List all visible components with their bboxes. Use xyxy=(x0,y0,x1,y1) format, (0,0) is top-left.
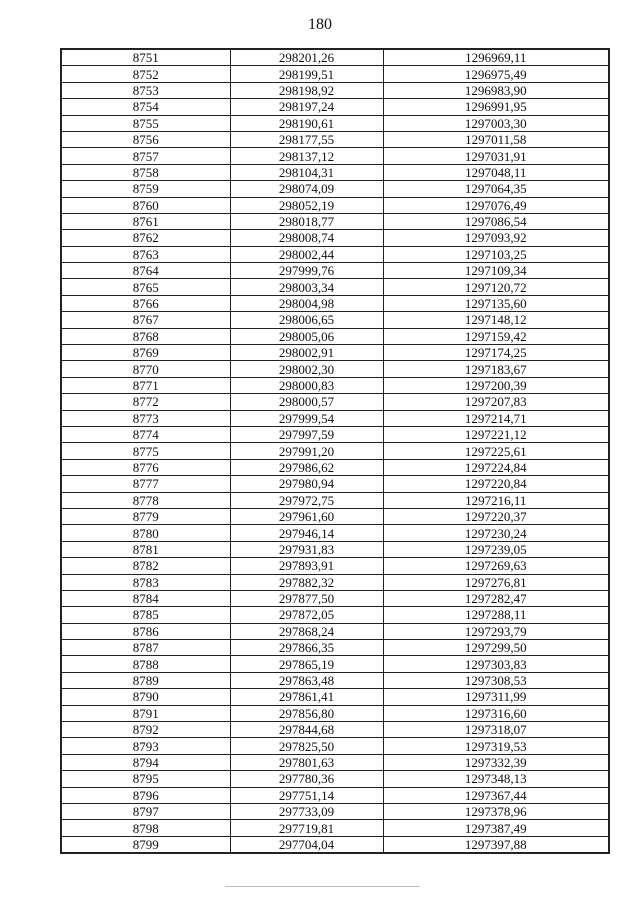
point-number-cell: 8764 xyxy=(61,263,230,279)
x-coordinate-cell: 298002,91 xyxy=(230,345,383,361)
x-coordinate-cell: 298190,61 xyxy=(230,115,383,131)
y-coordinate-cell: 1297216,11 xyxy=(383,492,609,508)
y-coordinate-cell: 1296991,95 xyxy=(383,99,609,115)
y-coordinate-cell: 1297293,79 xyxy=(383,623,609,639)
point-number-cell: 8783 xyxy=(61,574,230,590)
point-number-cell: 8762 xyxy=(61,230,230,246)
point-number-cell: 8785 xyxy=(61,607,230,623)
point-number-cell: 8787 xyxy=(61,640,230,656)
point-number-cell: 8779 xyxy=(61,508,230,524)
footer-divider xyxy=(225,886,420,887)
table-row xyxy=(61,705,609,721)
y-coordinate-cell: 1297230,24 xyxy=(383,525,609,541)
x-coordinate-cell: 298177,55 xyxy=(230,131,383,147)
point-number-cell: 8772 xyxy=(61,394,230,410)
table-row xyxy=(61,492,609,508)
table-row xyxy=(61,787,609,803)
y-coordinate-cell: 1297109,34 xyxy=(383,263,609,279)
x-coordinate-cell: 297863,48 xyxy=(230,672,383,688)
table-row xyxy=(61,722,609,738)
x-coordinate-cell: 297751,14 xyxy=(230,787,383,803)
x-coordinate-cell: 298000,57 xyxy=(230,394,383,410)
y-coordinate-cell: 1297120,72 xyxy=(383,279,609,295)
x-coordinate-cell: 297999,76 xyxy=(230,263,383,279)
x-coordinate-cell: 298201,26 xyxy=(230,49,383,66)
y-coordinate-cell: 1296975,49 xyxy=(383,66,609,82)
point-number-cell: 8760 xyxy=(61,197,230,213)
y-coordinate-cell: 1297148,12 xyxy=(383,312,609,328)
y-coordinate-cell: 1297159,42 xyxy=(383,328,609,344)
x-coordinate-cell: 297999,54 xyxy=(230,410,383,426)
point-number-cell: 8776 xyxy=(61,459,230,475)
x-coordinate-cell: 297865,19 xyxy=(230,656,383,672)
y-coordinate-cell: 1297367,44 xyxy=(383,787,609,803)
x-coordinate-cell: 298198,92 xyxy=(230,82,383,98)
table-row xyxy=(61,541,609,557)
y-coordinate-cell: 1297220,37 xyxy=(383,508,609,524)
y-coordinate-cell: 1297225,61 xyxy=(383,443,609,459)
point-number-cell: 8781 xyxy=(61,541,230,557)
table-row xyxy=(61,590,609,606)
y-coordinate-cell: 1297348,13 xyxy=(383,771,609,787)
y-coordinate-cell: 1297288,11 xyxy=(383,607,609,623)
coordinates-table-body xyxy=(61,49,609,853)
x-coordinate-cell: 297866,35 xyxy=(230,640,383,656)
y-coordinate-cell: 1297397,88 xyxy=(383,836,609,853)
y-coordinate-cell: 1297332,39 xyxy=(383,754,609,770)
table-row xyxy=(61,443,609,459)
table-row xyxy=(61,197,609,213)
y-coordinate-cell: 1297378,96 xyxy=(383,803,609,819)
y-coordinate-cell: 1297214,71 xyxy=(383,410,609,426)
x-coordinate-cell: 297801,63 xyxy=(230,754,383,770)
table-row xyxy=(61,508,609,524)
x-coordinate-cell: 298003,34 xyxy=(230,279,383,295)
y-coordinate-cell: 1297135,60 xyxy=(383,295,609,311)
x-coordinate-cell: 297980,94 xyxy=(230,476,383,492)
x-coordinate-cell: 298008,74 xyxy=(230,230,383,246)
x-coordinate-cell: 297868,24 xyxy=(230,623,383,639)
table-row xyxy=(61,525,609,541)
table-row xyxy=(61,820,609,836)
y-coordinate-cell: 1297200,39 xyxy=(383,377,609,393)
y-coordinate-cell: 1297303,83 xyxy=(383,656,609,672)
point-number-cell: 8795 xyxy=(61,771,230,787)
x-coordinate-cell: 297877,50 xyxy=(230,590,383,606)
x-coordinate-cell: 298006,65 xyxy=(230,312,383,328)
x-coordinate-cell: 297946,14 xyxy=(230,525,383,541)
y-coordinate-cell: 1297086,54 xyxy=(383,213,609,229)
coordinates-table xyxy=(60,48,610,854)
x-coordinate-cell: 298197,24 xyxy=(230,99,383,115)
table-row xyxy=(61,640,609,656)
y-coordinate-cell: 1297224,84 xyxy=(383,459,609,475)
x-coordinate-cell: 297991,20 xyxy=(230,443,383,459)
y-coordinate-cell: 1297048,11 xyxy=(383,164,609,180)
point-number-cell: 8792 xyxy=(61,722,230,738)
point-number-cell: 8755 xyxy=(61,115,230,131)
table-row xyxy=(61,476,609,492)
point-number-cell: 8791 xyxy=(61,705,230,721)
x-coordinate-cell: 298018,77 xyxy=(230,213,383,229)
x-coordinate-cell: 297825,50 xyxy=(230,738,383,754)
x-coordinate-cell: 298005,06 xyxy=(230,328,383,344)
x-coordinate-cell: 298199,51 xyxy=(230,66,383,82)
table-row xyxy=(61,263,609,279)
point-number-cell: 8797 xyxy=(61,803,230,819)
x-coordinate-cell: 297733,09 xyxy=(230,803,383,819)
point-number-cell: 8784 xyxy=(61,590,230,606)
x-coordinate-cell: 297844,68 xyxy=(230,722,383,738)
table-row xyxy=(61,148,609,164)
table-row xyxy=(61,328,609,344)
table-row xyxy=(61,771,609,787)
x-coordinate-cell: 297872,05 xyxy=(230,607,383,623)
table-row xyxy=(61,213,609,229)
point-number-cell: 8773 xyxy=(61,410,230,426)
table-row xyxy=(61,607,609,623)
y-coordinate-cell: 1297282,47 xyxy=(383,590,609,606)
point-number-cell: 8758 xyxy=(61,164,230,180)
y-coordinate-cell: 1297316,60 xyxy=(383,705,609,721)
x-coordinate-cell: 298104,31 xyxy=(230,164,383,180)
y-coordinate-cell: 1297031,91 xyxy=(383,148,609,164)
point-number-cell: 8778 xyxy=(61,492,230,508)
x-coordinate-cell: 298052,19 xyxy=(230,197,383,213)
x-coordinate-cell: 298074,09 xyxy=(230,181,383,197)
x-coordinate-cell: 298002,30 xyxy=(230,361,383,377)
point-number-cell: 8790 xyxy=(61,689,230,705)
table-row xyxy=(61,164,609,180)
table-row xyxy=(61,754,609,770)
x-coordinate-cell: 297882,32 xyxy=(230,574,383,590)
x-coordinate-cell: 298000,83 xyxy=(230,377,383,393)
table-row xyxy=(61,246,609,262)
y-coordinate-cell: 1297239,05 xyxy=(383,541,609,557)
y-coordinate-cell: 1297093,92 xyxy=(383,230,609,246)
y-coordinate-cell: 1297103,25 xyxy=(383,246,609,262)
table-row xyxy=(61,295,609,311)
x-coordinate-cell: 297986,62 xyxy=(230,459,383,475)
point-number-cell: 8761 xyxy=(61,213,230,229)
table-row xyxy=(61,689,609,705)
point-number-cell: 8757 xyxy=(61,148,230,164)
x-coordinate-cell: 297856,80 xyxy=(230,705,383,721)
point-number-cell: 8768 xyxy=(61,328,230,344)
point-number-cell: 8786 xyxy=(61,623,230,639)
point-number-cell: 8775 xyxy=(61,443,230,459)
x-coordinate-cell: 297719,81 xyxy=(230,820,383,836)
x-coordinate-cell: 298004,98 xyxy=(230,295,383,311)
y-coordinate-cell: 1297011,58 xyxy=(383,131,609,147)
y-coordinate-cell: 1297319,53 xyxy=(383,738,609,754)
y-coordinate-cell: 1297269,63 xyxy=(383,558,609,574)
table-row xyxy=(61,279,609,295)
y-coordinate-cell: 1297183,67 xyxy=(383,361,609,377)
table-row xyxy=(61,672,609,688)
y-coordinate-cell: 1296983,90 xyxy=(383,82,609,98)
table-row xyxy=(61,115,609,131)
x-coordinate-cell: 297704,04 xyxy=(230,836,383,853)
x-coordinate-cell: 297961,60 xyxy=(230,508,383,524)
y-coordinate-cell: 1297308,53 xyxy=(383,672,609,688)
x-coordinate-cell: 297972,75 xyxy=(230,492,383,508)
point-number-cell: 8796 xyxy=(61,787,230,803)
point-number-cell: 8751 xyxy=(61,49,230,66)
table-row xyxy=(61,82,609,98)
y-coordinate-cell: 1297220,84 xyxy=(383,476,609,492)
x-coordinate-cell: 297893,91 xyxy=(230,558,383,574)
point-number-cell: 8769 xyxy=(61,345,230,361)
x-coordinate-cell: 297997,59 xyxy=(230,426,383,442)
y-coordinate-cell: 1297207,83 xyxy=(383,394,609,410)
point-number-cell: 8793 xyxy=(61,738,230,754)
y-coordinate-cell: 1297387,49 xyxy=(383,820,609,836)
table-row xyxy=(61,345,609,361)
point-number-cell: 8763 xyxy=(61,246,230,262)
point-number-cell: 8777 xyxy=(61,476,230,492)
table-row xyxy=(61,574,609,590)
table-row xyxy=(61,312,609,328)
table-row xyxy=(61,49,609,66)
x-coordinate-cell: 297861,41 xyxy=(230,689,383,705)
y-coordinate-cell: 1297076,49 xyxy=(383,197,609,213)
page-number: 180 xyxy=(308,16,332,33)
table-row xyxy=(61,230,609,246)
point-number-cell: 8794 xyxy=(61,754,230,770)
y-coordinate-cell: 1296969,11 xyxy=(383,49,609,66)
x-coordinate-cell: 297931,83 xyxy=(230,541,383,557)
y-coordinate-cell: 1297174,25 xyxy=(383,345,609,361)
x-coordinate-cell: 297780,36 xyxy=(230,771,383,787)
point-number-cell: 8754 xyxy=(61,99,230,115)
table-row xyxy=(61,558,609,574)
y-coordinate-cell: 1297318,07 xyxy=(383,722,609,738)
point-number-cell: 8765 xyxy=(61,279,230,295)
table-row xyxy=(61,426,609,442)
table-row xyxy=(61,131,609,147)
table-row xyxy=(61,836,609,853)
point-number-cell: 8759 xyxy=(61,181,230,197)
point-number-cell: 8756 xyxy=(61,131,230,147)
point-number-cell: 8788 xyxy=(61,656,230,672)
table-row xyxy=(61,99,609,115)
table-row xyxy=(61,623,609,639)
table-row xyxy=(61,394,609,410)
x-coordinate-cell: 298137,12 xyxy=(230,148,383,164)
table-row xyxy=(61,377,609,393)
point-number-cell: 8789 xyxy=(61,672,230,688)
y-coordinate-cell: 1297064,35 xyxy=(383,181,609,197)
point-number-cell: 8798 xyxy=(61,820,230,836)
y-coordinate-cell: 1297311,99 xyxy=(383,689,609,705)
table-row xyxy=(61,459,609,475)
point-number-cell: 8770 xyxy=(61,361,230,377)
y-coordinate-cell: 1297299,50 xyxy=(383,640,609,656)
table-row xyxy=(61,66,609,82)
point-number-cell: 8752 xyxy=(61,66,230,82)
point-number-cell: 8766 xyxy=(61,295,230,311)
point-number-cell: 8780 xyxy=(61,525,230,541)
point-number-cell: 8782 xyxy=(61,558,230,574)
table-row xyxy=(61,410,609,426)
table-row xyxy=(61,181,609,197)
table-row xyxy=(61,803,609,819)
x-coordinate-cell: 298002,44 xyxy=(230,246,383,262)
point-number-cell: 8771 xyxy=(61,377,230,393)
y-coordinate-cell: 1297003,30 xyxy=(383,115,609,131)
y-coordinate-cell: 1297221,12 xyxy=(383,426,609,442)
point-number-cell: 8753 xyxy=(61,82,230,98)
point-number-cell: 8774 xyxy=(61,426,230,442)
y-coordinate-cell: 1297276,81 xyxy=(383,574,609,590)
table-row xyxy=(61,361,609,377)
point-number-cell: 8767 xyxy=(61,312,230,328)
table-row xyxy=(61,738,609,754)
table-row xyxy=(61,656,609,672)
point-number-cell: 8799 xyxy=(61,836,230,853)
